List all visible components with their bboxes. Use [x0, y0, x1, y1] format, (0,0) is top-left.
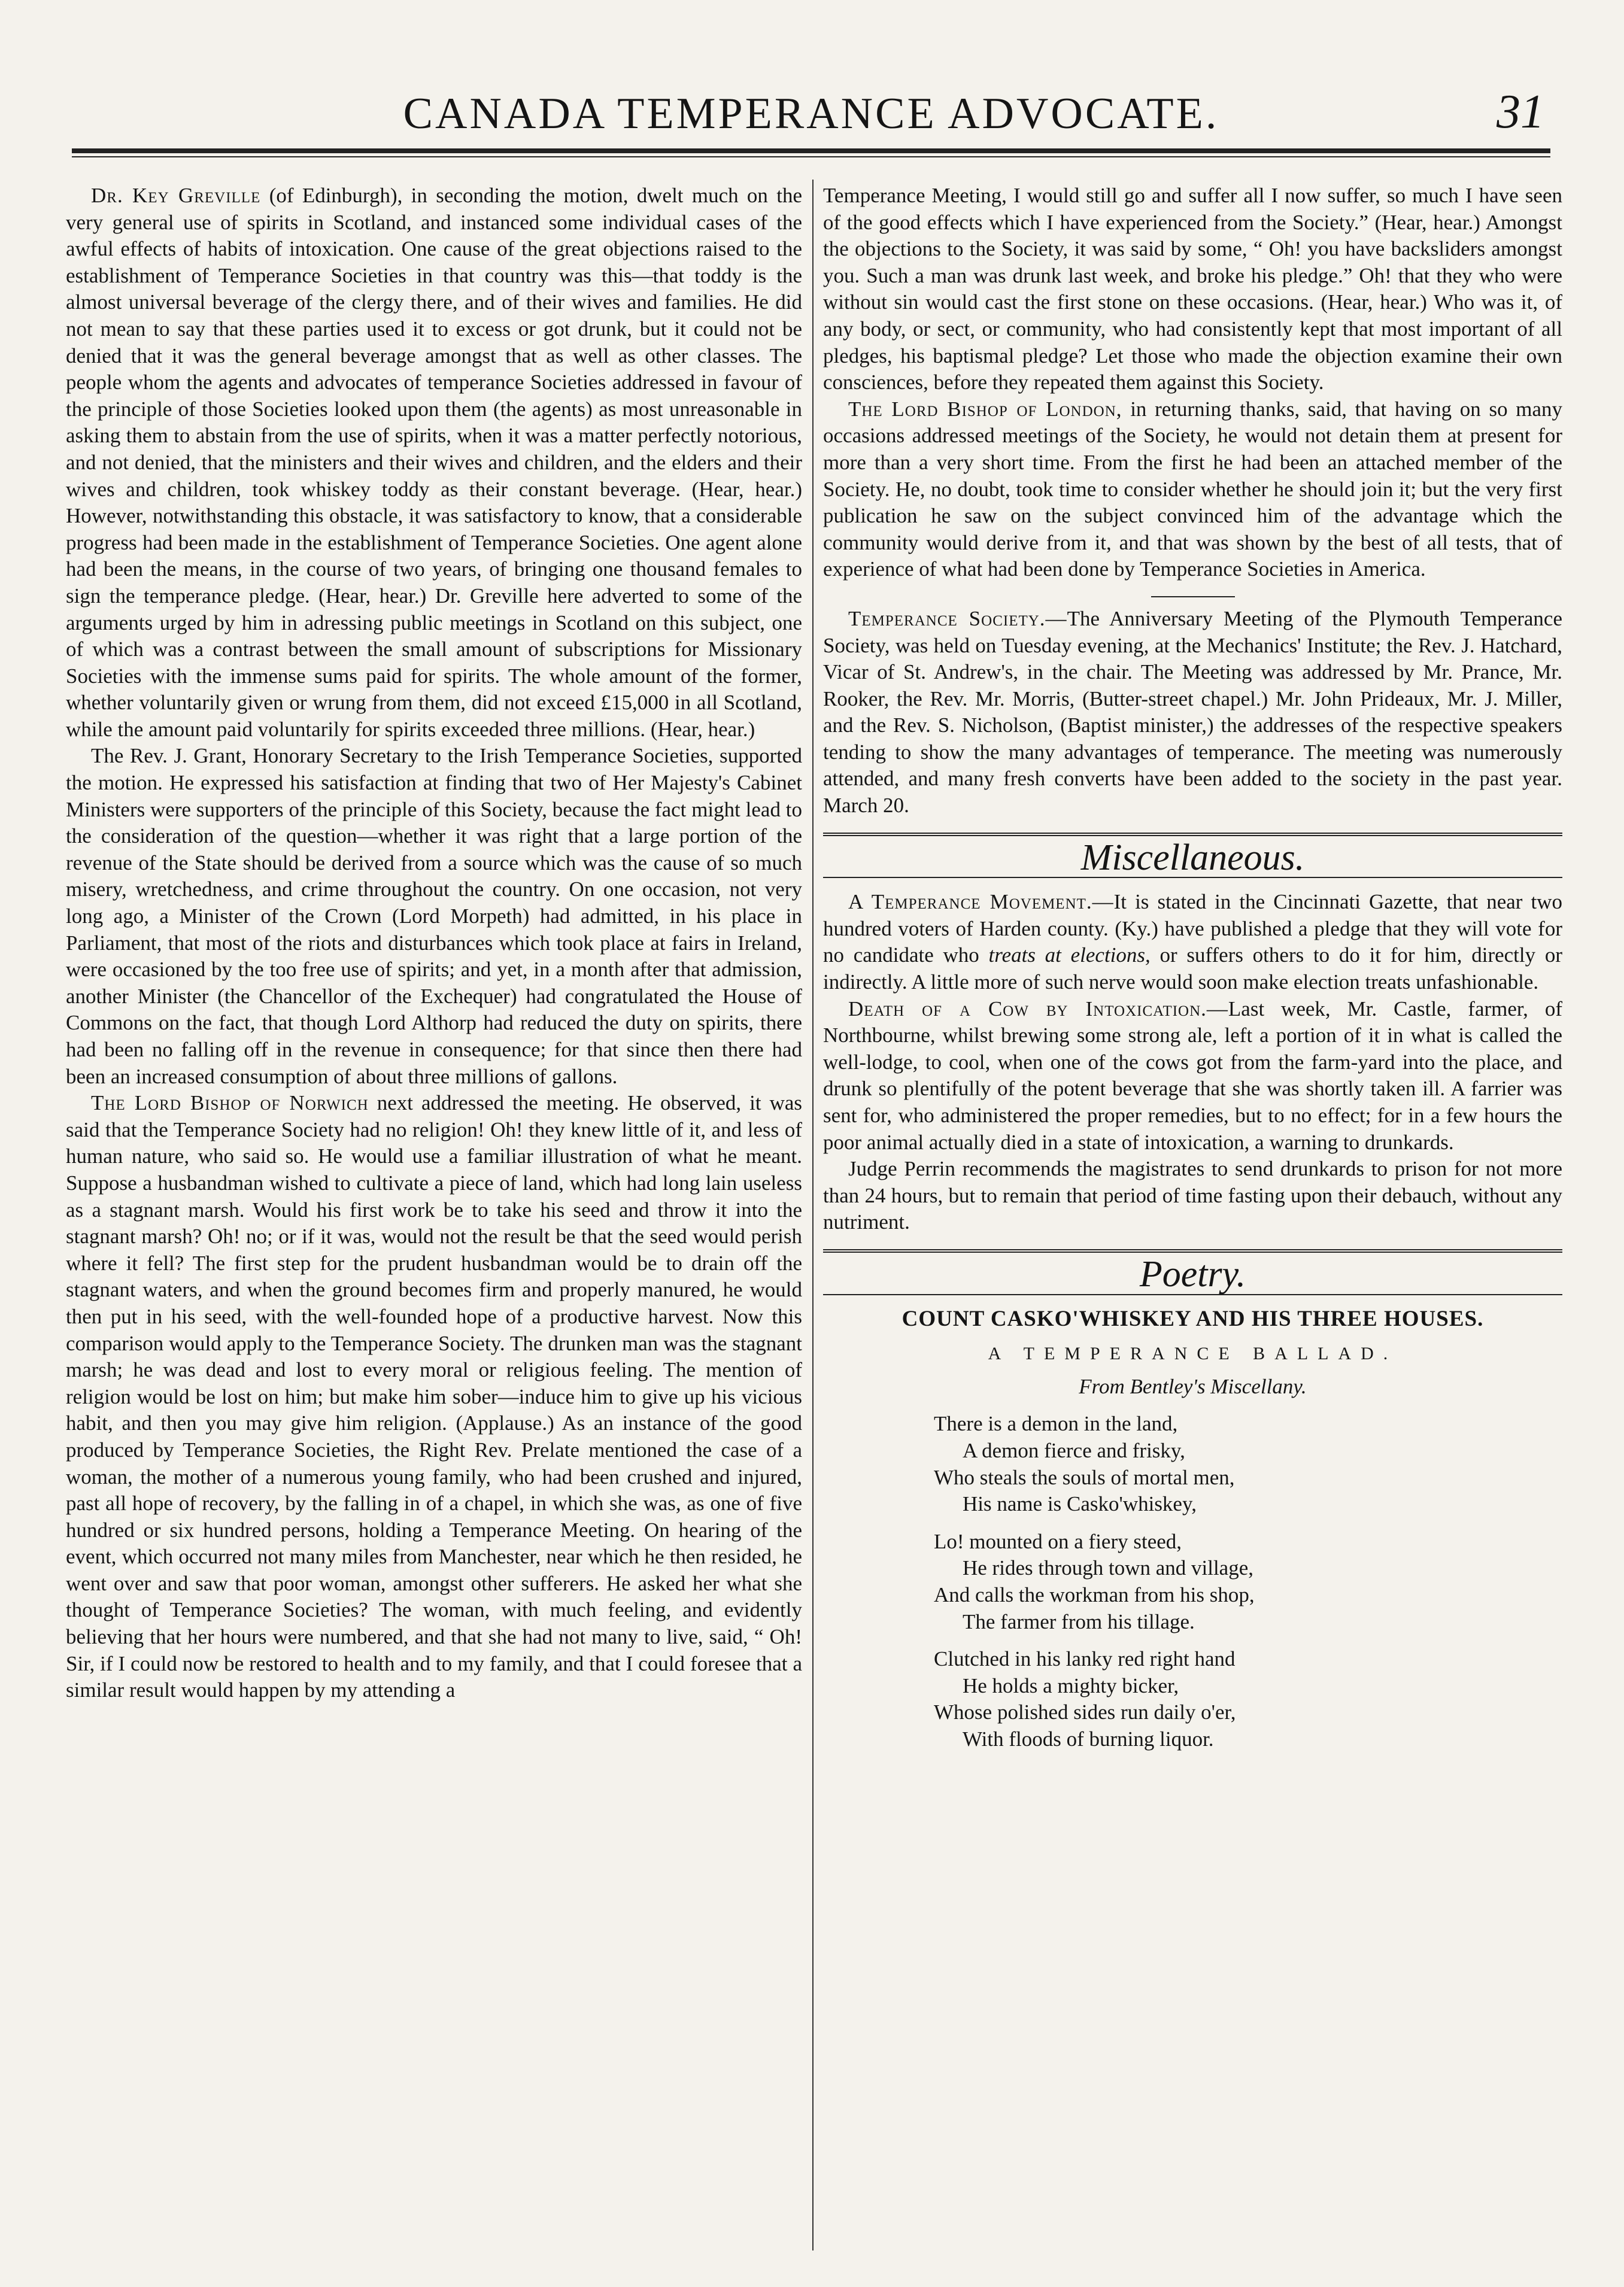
- verse-line: With floods of burning liquor.: [963, 1727, 1214, 1751]
- stanza: [934, 1529, 1562, 1635]
- item-text: It is stated in the Cincinnati Gazette, that near two hundred voters of Harden county. (Ky.) have published a pledge that they will vote for no candidate who: [823, 890, 1562, 967]
- section-heading-poetry: Poetry.: [823, 1249, 1562, 1295]
- verse-line: His name is Casko'whiskey,: [963, 1492, 1197, 1516]
- item-text: or suffers others to do it for him, directly or indirectly. A little more of such nerve would soon make election treats unfashionable.: [823, 943, 1562, 994]
- header-rule-thin: [72, 156, 1550, 157]
- running-title: CANADA TEMPERANCE ADVOCATE.: [403, 89, 1219, 138]
- paragraph-text: Honorary Secretary to the Irish Temperance Societies, supported the motion. He expressed his satisfaction at finding that two of Her Majesty's Cabinet Ministers were supporters of the principle of this Society, because the fact might lead to the consideration of the question—whether it was right that a large portion of the revenue of the State should be derived from a source which was the cause of so much misery, wretchedness, and crime throughout the country. On one occasion, not very long ago, a Minister of the Crown (Lord Morpeth) had admitted, in his place in Parliament, that most of the riots and disturbances which took place at fairs in Ireland, were occasioned by the too free use of spirits; and yet, in a month after that admission, another Minister (the Chancellor of the Exchequer) had congratulated the House of Commons on the fact, that though Lord Althorp had reduced the duty on spirits, there had been no falling off in the revenue in consequence; for that since then there had been an increased consumption of about three millions of gallons.: [66, 744, 802, 1088]
- ballad-subtitle: A TEMPERANCE BALLAD.: [988, 1344, 1398, 1364]
- verse-line: The farmer from his tillage.: [963, 1609, 1195, 1633]
- verse-line: He holds a mighty bicker,: [963, 1674, 1179, 1697]
- stanza: [934, 1646, 1562, 1753]
- paragraph-grant: [66, 743, 802, 1090]
- item-text: Last week, Mr. Castle, farmer, of Northbourne, whilst brewing some strong ale, left a portion of it in what is called the well-lodge, to cool, when one of the cows got from the farm-yard into the place, and drunk so plentifully of the potent beverage that she was shortly taken ill. A farrier was sent for, who administered the proper remedies, but to no effect; for in a few hours the poor animal actually died in a state of intoxication, a warning to drunkards.: [823, 997, 1562, 1154]
- paragraph-text: (of Edinburgh), in seconding the motion, dwelt much on the very general use of spirits in Scotland, and instanced some individual cases of the awful effects of habits of intoxication. One cause of the great objections raised to the establishment of Temperance Societies in that country was this—that toddy is the almost universal beverage of the clergy there, and of their wives and families. He did not mean to say that these parties used it to excess or got drunk, but it could not be denied that it was the general beverage amongst that as well as other classes. The people whom the agents and advocates of temperance Societies addressed in favour of the principle of those Societies looked upon them (the agents) as most unreasonable in asking them to abstain from the use of spirits, when it was a matter perfectly notorious, and not denied, that the ministers and their wives and children, and the elders and their wives and children, took whiskey toddy as their constant beverage. (Hear, hear.) However, notwithstanding this obstacle, it was satisfactory to know, that a considerable progress had been made in the establishment of Temperance Societies. One agent alone had been the means, in the course of two years, of bringing one thousand females to sign the temperance pledge. (Hear, hear.) Dr. Greville here adverted to some of the arguments urged by him in adressing public meetings in Scotland on this subject, one of which was a contrast between the small amount of subscriptions for Missionary Societies with the immense sums paid for spirits. The whole amount of the former, whether voluntarily given or wrung from them, did not exceed £15,000 in all Scotland, while the amount paid voluntarily for spirits exceeded three millions. (Hear, hear.): [66, 184, 802, 741]
- verse-line: He rides through town and village,: [963, 1556, 1254, 1580]
- item-judge-perrin: Judge Perrin recommends the magistrates to send drunkards to prison for not more than 24 hours, but to remain that period of time fasting upon their debauch, without any nutriment.: [823, 1157, 1562, 1234]
- item-lead: A Temperance Movement.—: [848, 890, 1114, 914]
- paragraph-greville: [66, 183, 802, 743]
- paragraph-bishop-london: [823, 396, 1562, 583]
- section-heading-miscellaneous: Miscellaneous.: [823, 833, 1562, 879]
- speaker-name: The Rev. J. Grant,: [91, 744, 247, 768]
- stanza: [934, 1411, 1562, 1517]
- verse-line: And calls the workman from his shop,: [934, 1583, 1255, 1606]
- paragraph-text: next addressed the meeting. He observed, it was said that the Temperance Society had no religion! Oh! they knew little of it, and less of human nature, who said so. He would use a familiar illustration of what he meant. Suppose a husbandman wished to cultivate a piece of land, which had long lain useless as a stagnant marsh. Would his first work be to take his seed and throw it into the stagnant marsh? Oh! no; or if it was, would not the result be that the seed would perish where it fell? The first step for the prudent husbandman would be to drain off the stagnant waters, and when the ground becomes firm and properly manured, he would then put in his seed, with the well-founded hope of a productive harvest. Now this comparison would apply to the Temperance Society. The drunken man was the stagnant marsh; he was dead and lost to every moral or religious feeling. The mention of religion would be lost on him; but make him sober—induce him to give up his vicious habit, and then you may give him religion. (Applause.) As an instance of the good produced by Temperance Societies, the Right Rev. Prelate mentioned the case of a woman, the mother of a numerous young family, who had been crushed and injured, past all hope of recovery, by the falling in of a chapel, in which she was, as one of five hundred or six hundred persons, holding a Temperance Meeting. On hearing of the event, which occurred not many miles from Manchester, near which he then resided, he went over and saw that poor woman, amongst other sufferers. He asked her what she thought of Temperance Societies? The woman, with much feeling, and evidently believing that her hours were numbered, and that she had not many to live, said, “ Oh! Sir, if I could now be restored to health and to my family, and that I could foresee that a similar result would happen by my attending a: [66, 1091, 803, 1702]
- item-lead: Death of a Cow by Intoxication.—: [848, 997, 1228, 1021]
- verse-line: A demon fierce and frisky,: [963, 1438, 1185, 1462]
- verse-line: Whose polished sides run daily o'er,: [934, 1700, 1236, 1724]
- item-death-of-cow: [823, 996, 1562, 1156]
- paragraph-plymouth: [823, 606, 1562, 819]
- paragraph-continuation: Temperance Meeting, I would still go and suffer all I now suffer, so much I have seen of the good effects which I have experienced from the Society.” (Hear, hear.) Amongst the objections to the Society, it was said by some, “ Oh! you have backsliders amongst you. Such a man was drunk last week, and broke his pledge.” Oh! that they who were without sin would cast the first stone on these occasions. (Hear, hear.) Who was it, of any body, or sect, or community, who had consistently kept that most important of all pledges, his baptismal pledge? Let those who made the objection examine their own consciences, before they repeated them against this Society.: [823, 184, 1562, 394]
- paragraph-text: The Anniversary Meeting of the Plymouth Temperance Society, was held on Tuesday evening, at the Mechanics' Institute; the Rev. J. Hatchard, Vicar of St. Andrew's, in the chair. The Meeting was addressed by Mr. Prance, Mr. Rooker, the Rev. Mr. Morris, (Butter-street chapel.) Mr. John Prideaux, Mr. J. Miller, and the Rev. S. Nicholson, (Baptist minister,) the addresses of the respective speakers tending to show the many advantages of temperance. The meeting was numerously attended, and many fresh converts have been added to the society in the past year. March 20.: [823, 606, 1563, 818]
- ballad-title: COUNT CASKO'WHISKEY AND HIS THREE HOUSES.: [901, 1306, 1484, 1331]
- verse-line: Who steals the souls of mortal men,: [934, 1465, 1235, 1489]
- section-separator: [1151, 596, 1235, 597]
- verse-line: Clutched in his lanky red right hand: [934, 1647, 1236, 1671]
- item-lead: Temperance Society.—: [848, 606, 1067, 630]
- page-number: 31: [1496, 86, 1544, 138]
- speaker-name: Dr. Key Greville: [91, 184, 261, 207]
- speaker-name: The Lord Bishop of Norwich: [91, 1091, 369, 1115]
- header-rule-thick: [72, 148, 1550, 153]
- verse-line: There is a demon in the land,: [934, 1412, 1178, 1436]
- column-divider: [812, 180, 813, 2250]
- item-italic: treats at elections,: [988, 943, 1151, 967]
- item-temperance-movement: [823, 889, 1562, 995]
- left-column: [66, 183, 802, 1704]
- page-header: [72, 78, 1550, 162]
- paragraph-text: in returning thanks, said, that having on so many occasions addressed meetings of the Society, he would not detain them at present for more than a very short time. From the first he had been an attached member of the Society. He, no doubt, took time to consider whether he should join it; but the very first publication he saw on the subject convinced him of the advantage which the community would derive from it, and that was shown by the best of all tests, that of experience of what had been done by Temperance Societies in America.: [823, 397, 1563, 581]
- ballad-source: From Bentley's Miscellany.: [1079, 1374, 1307, 1398]
- right-column: [823, 183, 1562, 1753]
- speaker-name: The Lord Bishop of London,: [848, 397, 1122, 421]
- paragraph-bishop-norwich: [66, 1090, 802, 1704]
- verse-line: Lo! mounted on a fiery steed,: [934, 1529, 1182, 1553]
